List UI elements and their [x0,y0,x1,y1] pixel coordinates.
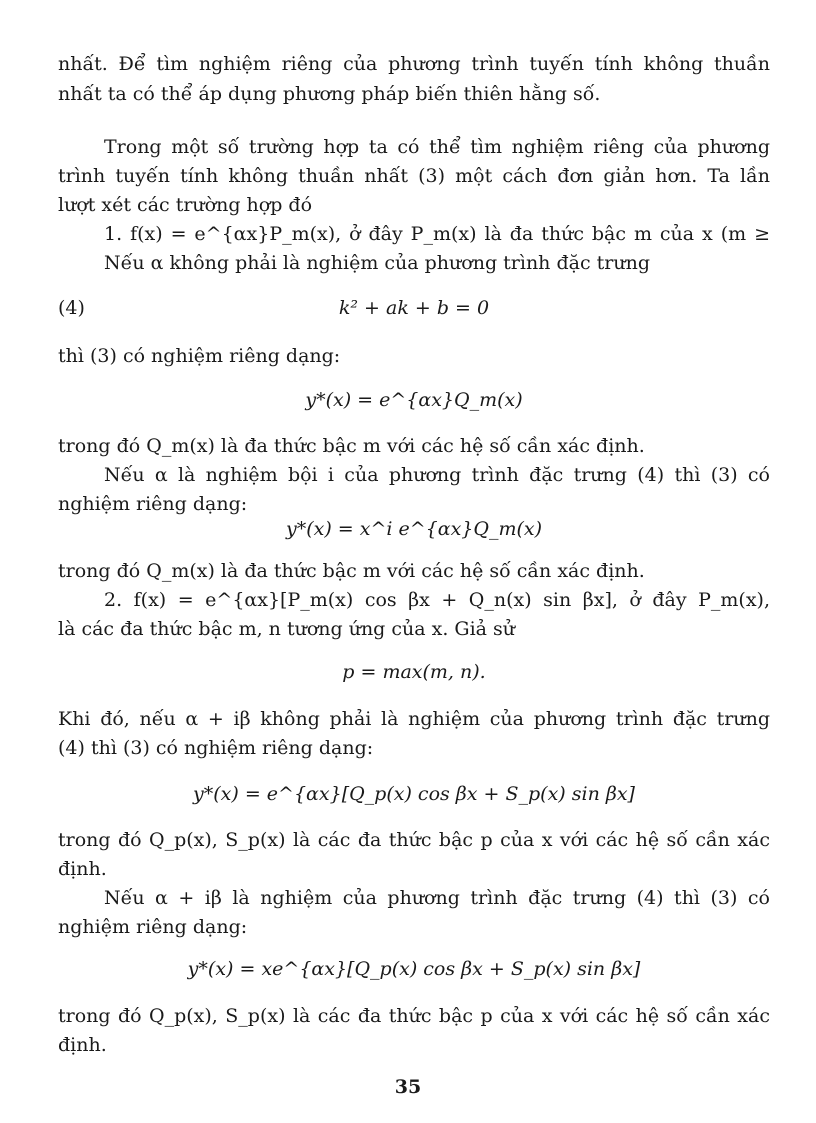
equation: y*(x) = x^i e^{αx}Q_m(x) [285,518,543,540]
equation: p = max(m, n). [342,661,486,683]
text-line: nhất ta có thể áp dụng phương pháp biến thiên hằng số. [58,83,601,105]
text-line: thì (3) có nghiệm riêng dạng: [58,345,341,367]
text-line: nghiệm riêng dạng: [58,493,248,515]
text-line: Nếu α là nghiệm bội i của phương trình đặc trưng (4) thì (3) có [104,464,770,486]
case-2-heading: 2. f(x) = e^{αx}[P_m(x) cos βx + Q_n(x) sin βx], ở đây P_m(x), [104,589,770,611]
text-line: Nếu α không phải là nghiệm của phương trình đặc trưng [104,252,650,274]
text-line: định. [58,858,107,880]
text-line: lượt xét các trường hợp đó [58,194,313,216]
text-line: trình tuyến tính không thuần nhất (3) một cách đơn giản hơn. Ta lần [58,165,770,187]
case-1-heading: 1. f(x) = e^{αx}P_m(x), ở đây P_m(x) là đa thức bậc m của x (m ≥ [104,223,770,245]
text-line: trong đó Q_m(x) là đa thức bậc m với các hệ số cần xác định. [58,560,645,582]
paragraph-start-line: Trong một số trường hợp ta có thể tìm nghiệm riêng của phương [104,136,770,158]
text-line: Nếu α + iβ là nghiệm của phương trình đặc trưng (4) thì (3) có [104,887,770,909]
text-line: nghiệm riêng dạng: [58,916,248,938]
text-line: là các đa thức bậc m, n tương ứng của x. Giả sử [58,618,516,640]
equation: y*(x) = e^{αx}Q_m(x) [305,389,523,411]
text-line: nhất. Để tìm nghiệm riêng của phương trình tuyến tính không thuần [58,53,770,75]
text-line: (4) thì (3) có nghiệm riêng dạng: [58,737,374,759]
equation: y*(x) = e^{αx}[Q_p(x) cos βx + S_p(x) sin βx] [193,783,635,805]
text-line: trong đó Q_p(x), S_p(x) là các đa thức bậc p của x với các hệ số cần xác [58,1005,770,1027]
equation: y*(x) = xe^{αx}[Q_p(x) cos βx + S_p(x) sin βx] [187,958,641,980]
page-number: 35 [394,1076,422,1098]
characteristic-equation: k² + ak + b = 0 [338,297,490,319]
text-line: định. [58,1034,107,1056]
text-line: Khi đó, nếu α + iβ không phải là nghiệm của phương trình đặc trưng [58,708,770,730]
text-line: trong đó Q_p(x), S_p(x) là các đa thức bậc p của x với các hệ số cần xác [58,829,770,851]
equation-number: (4) [58,297,85,319]
text-line: trong đó Q_m(x) là đa thức bậc m với các hệ số cần xác định. [58,435,645,457]
